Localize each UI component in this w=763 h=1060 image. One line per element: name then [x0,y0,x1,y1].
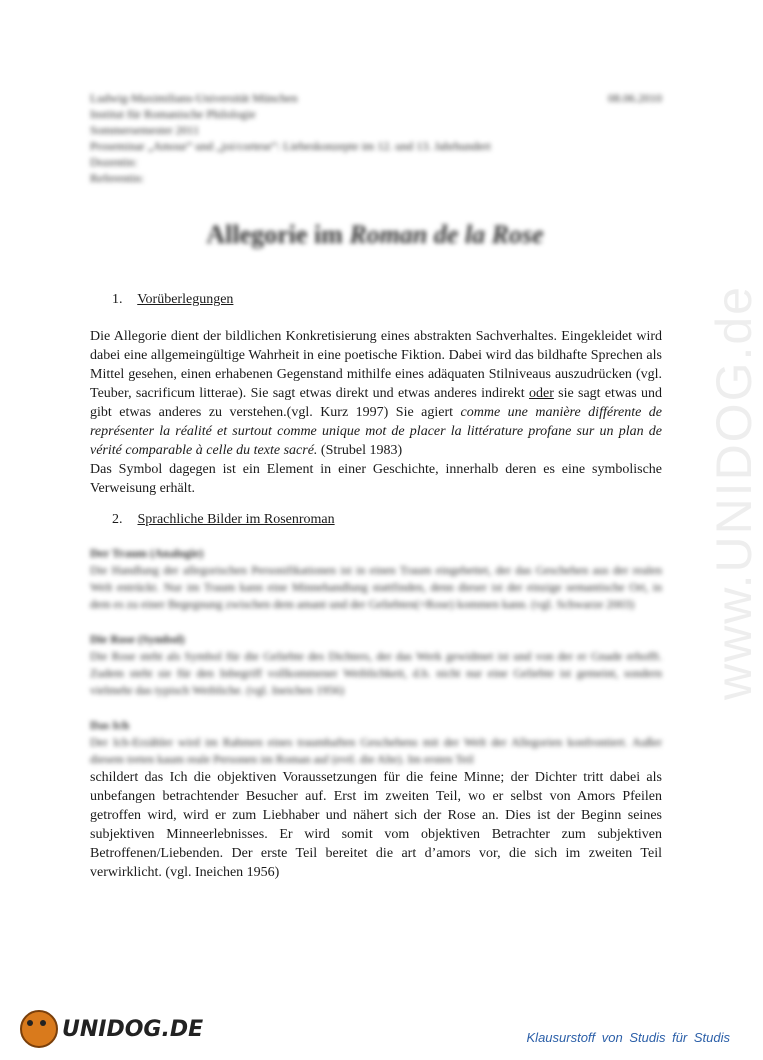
section2-heading [90,510,662,529]
p1-part-b: sie sagt etwas und gibt etwas anderes zu verstehen.(vgl. Kurz 1997) Sie agiert [90,386,663,420]
p1-part-c: (Strubel 1983) [317,443,403,458]
footer-slogan: Klausurstoff von Studis für Studis [526,1030,730,1045]
date: 08.06.2010 [608,91,662,105]
section2-title: Sprachliche Bilder im Rosenroman [137,512,335,527]
unidog-logo [20,1010,203,1048]
section1-paragraph2: Das Symbol dagegen ist ein Element in einer Geschichte, innerhalb deren es eine symbolische Verweisung erhält. [90,462,662,496]
section1-title: Vorüberlegungen [137,292,234,307]
document-title [0,220,750,250]
p1-oder: oder [529,386,554,401]
rose-heading: Die Rose (Symbol) [90,632,185,646]
dozentin-line: Dozentin: [90,155,138,169]
referentin-line: Referentin: [90,171,144,185]
section1-number: 1. [112,292,123,307]
section1-paragraph1 [90,327,662,460]
dog-mascot-icon [20,1010,58,1048]
traum-text: Die Handlung der allegorischen Personifikationen ist in einen Traum eingebettet, der das Geschehen aus der realen Welt entrückt. Nur im Traum kann eine Minnehandlung stattfinden, denn dieser ist der einzige semantische Ort, in dem es zu einer Begegnung zwischen dem amant und der Geliebten(=Rose) kommen kann. (vgl. Schwarze 2003) [90,563,662,611]
title-italic: Roman de la Rose [349,220,544,249]
watermark: www.UNIDOG.de [706,285,762,700]
university-line: Ludwig-Maximilians-Universität München [90,91,298,105]
rose-text: Die Rose steht als Symbol für die Geliebte des Dichters, der das Werk gewidmet ist und von der er Gnade erhofft. Zudem steht sie für den Inbegriff vollkommener Weiblichkeit, d.h. nicht nur eine Geliebte ist gemeint, sondern vielmehr das typisch Weibliche. (vgl. Ineichen 1956) [90,649,662,697]
section-vorueberlegungen [90,290,662,498]
section1-heading [90,290,662,309]
section2-number: 2. [112,512,123,527]
logo-text: UNIDOG.DE [62,1016,204,1042]
semester-line: Sommersemester 2011 [90,123,200,137]
traum-heading: Der Traum (Analogie) [90,546,204,560]
p1-italic-quote: comme une manière différente de représenter la réalité et surtout comme unique mot de placer la littérature profane sur un plan de vérité comparable à celle du texte sacré. [90,405,663,458]
ich-heading: Das Ich [90,718,130,732]
section-sprachliche-bilder [90,510,662,882]
ich-text: schildert das Ich die objektiven Voraussetzungen für die feine Minne; der Dichter tritt dabei als unbefangen betrachtender Besucher auf. Erst im zweiten Teil, wo er selbst von Amors Pfeilen getroffen wird, wird er zum Liebhaber und nähert sich der Rose an. Dies ist der Beginn seines subjektiven Minneerlebnisses. Er wird somit vom objektiven Betrachter zum subjektiven Betroffenen/Liebenden. Der erste Teil bereitet die art d’amors vor, die sich im zweiten Teil verwirklicht. (vgl. Ineichen 1956) [90,770,662,880]
document-header [90,90,662,186]
ich-text-blurred: Der Ich-Erzähler wird im Rahmen eines traumhaften Geschehens mit der Welt der Allegorien konfrontiert. Außer diesem treten kaum reale Personen im Roman auf (evtl. die Alte). Im ersten Teil [90,735,662,766]
seminar-line: Proseminar „Amour“ und „joi/cortese“: Liebeskonzepte im 12. und 13. Jahrhundert [90,139,491,153]
institute-line: Institut für Romanische Philologie [90,107,256,121]
title-main: Allegorie im [206,220,350,249]
p1-part-a: Die Allegorie dient der bildlichen Konkretisierung eines abstrakten Sachverhaltes. Eingekleidet wird dabei eine allgemeingültige Wahrheit in eine poetische Fiktion. Dabei wird das bildhafte Sprechen als Mittel gesehen, einen erhabenen Gegenstand mithilfe eines adäquaten Stilniveaus auszudrücken (vgl. Teuber, sacrificum litterae). Sie sagt etwas direkt und etwas anderes indirekt [90,329,662,401]
